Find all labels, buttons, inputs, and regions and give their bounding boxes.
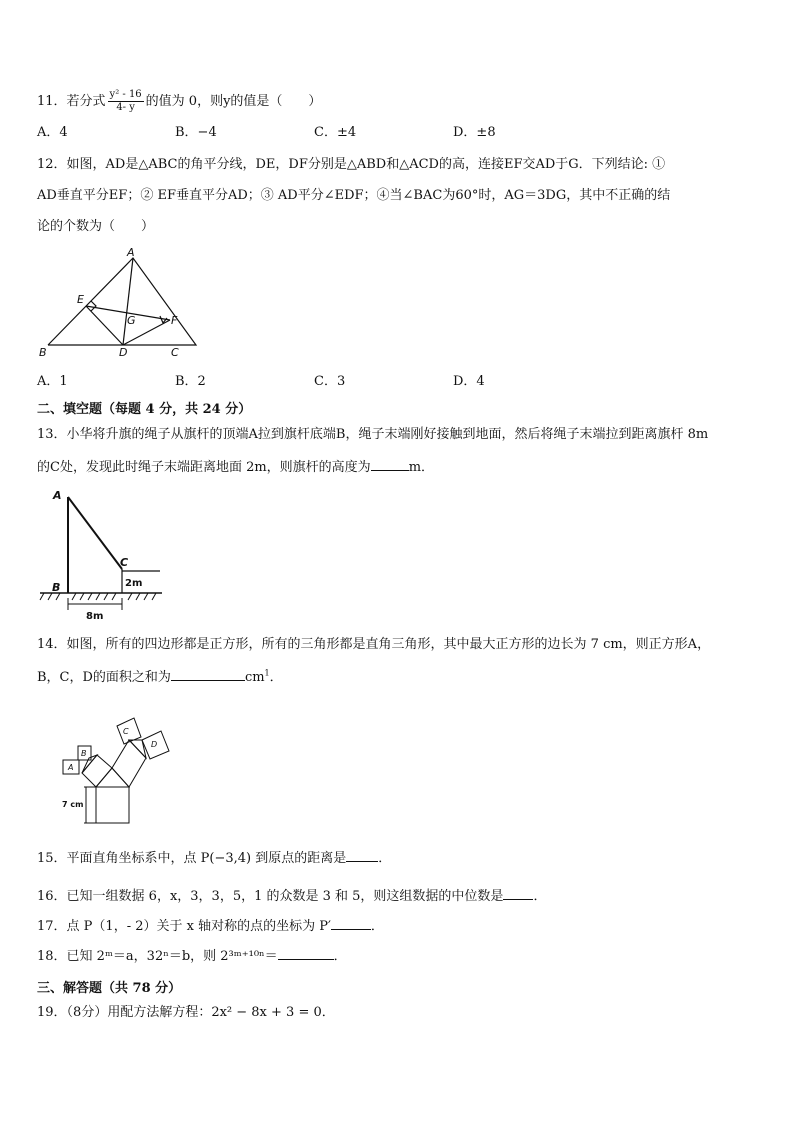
q12-line-2: AD垂直平分EF；② EF垂直平分AD；③ AD平分∠EDF；④当∠BAC为60°时，AG＝3DG，其中不正确的结	[37, 188, 671, 203]
q14-label-d: D	[151, 740, 158, 749]
q15-text-pre: 15．平面直角坐标系中，点 P(−3,4) 到原点的距离是	[37, 851, 347, 866]
q16-text-post: ．	[533, 889, 547, 904]
q17-text	[37, 917, 384, 935]
q15-answer-blank	[346, 849, 378, 862]
q12-label-g: G	[127, 314, 136, 327]
q11-frac-den: 4- y	[116, 102, 135, 113]
q18-answer-blank	[278, 947, 334, 960]
q12-option-b: B．2	[175, 374, 206, 389]
q13-line-2-post: m．	[408, 460, 435, 475]
q15-text-post: ．	[378, 851, 392, 866]
q13-label-8m: 8m	[86, 611, 104, 622]
q12-label-d: D	[119, 346, 128, 359]
q12-line-1: 12．如图，AD是△ABC的角平分线，DE，DF分别是△ABD和△ACD的高，连接EF交AD于G．下列结论: ①	[37, 157, 666, 172]
section-2-heading: 二、填空题（每题 4 分，共 24 分）	[37, 402, 252, 417]
q14-line-2-sup: 1	[264, 668, 270, 678]
q11-option-b: B．−4	[175, 125, 217, 140]
q12-label-a: A	[127, 246, 135, 259]
q14-label-b: B	[81, 749, 87, 758]
q19-text: 19．（8分）用配方法解方程：2x² − 8x + 3 = 0．	[37, 1005, 335, 1020]
q12-label-c: C	[171, 346, 179, 359]
q18-text-post: ．	[333, 949, 347, 964]
q13-label-b: B	[52, 581, 61, 594]
q18-text-pre: 18．已知 2ᵐ＝a，32ⁿ＝b，则 2³ᵐ⁺¹⁰ⁿ＝	[37, 949, 278, 964]
q14-label-7cm: 7 cm	[62, 800, 84, 809]
q12-label-b: B	[39, 346, 47, 359]
section-3-heading: 三、解答题（共 78 分）	[37, 981, 182, 996]
q17-answer-blank	[331, 917, 371, 930]
q14-line-1: 14．如图，所有的四边形都是正方形，所有的三角形都是直角三角形，其中最大正方形的边长为 7 cm，则正方形A，	[37, 637, 711, 652]
q14-line-2-post: cm	[244, 670, 265, 685]
q12-label-f: F	[171, 314, 178, 327]
q12-line-3: 论的个数为（ ）	[37, 219, 155, 234]
q16-text	[37, 887, 546, 905]
q12-label-e: E	[77, 293, 84, 306]
q11-option-a: A．4	[37, 125, 68, 140]
q16-text-pre: 16．已知一组数据 6，x，3，3，5，1 的众数是 3 和 5，则这组数据的中位数是	[37, 889, 504, 904]
q11-prefix: 11．若分式	[37, 94, 106, 109]
q17-text-post: ．	[370, 919, 384, 934]
q13-label-c: C	[120, 556, 129, 569]
q12-option-c: C．3	[314, 374, 346, 389]
q15-text	[37, 849, 391, 867]
q13-label-a: A	[53, 489, 62, 502]
q18-text	[37, 947, 347, 965]
q14-label-a: A	[68, 763, 74, 772]
q17-text-pre: 17．点 P（1，- 2）关于 x 轴对称的点的坐标为 P′	[37, 919, 331, 934]
q13-label-2m: 2m	[125, 578, 143, 589]
q12-option-d: D．4	[453, 374, 485, 389]
q14-line-2-pre: B，C，D的面积之和为	[37, 670, 171, 685]
q13-line-1: 13．小华将升旗的绳子从旗杆的顶端A拉到旗杆底端B，绳子末端刚好接触到地面，然后将绳子末端拉到距离旗杆 8m	[37, 427, 709, 442]
q16-answer-blank	[503, 887, 533, 900]
q11-suffix: 的值为 0，则y的值是（ ）	[145, 94, 322, 109]
q11-option-d: D．±8	[453, 125, 496, 140]
q11-option-c: C．±4	[314, 125, 357, 140]
q12-option-a: A．1	[37, 374, 68, 389]
q14-line-2-end: ．	[269, 670, 283, 685]
q13-line-2-pre: 的C处，发现此时绳子末端距离地面 2m，则旗杆的高度为	[37, 460, 371, 475]
q11-frac-num: y² - 16	[109, 89, 142, 100]
q14-label-c: C	[123, 727, 129, 736]
